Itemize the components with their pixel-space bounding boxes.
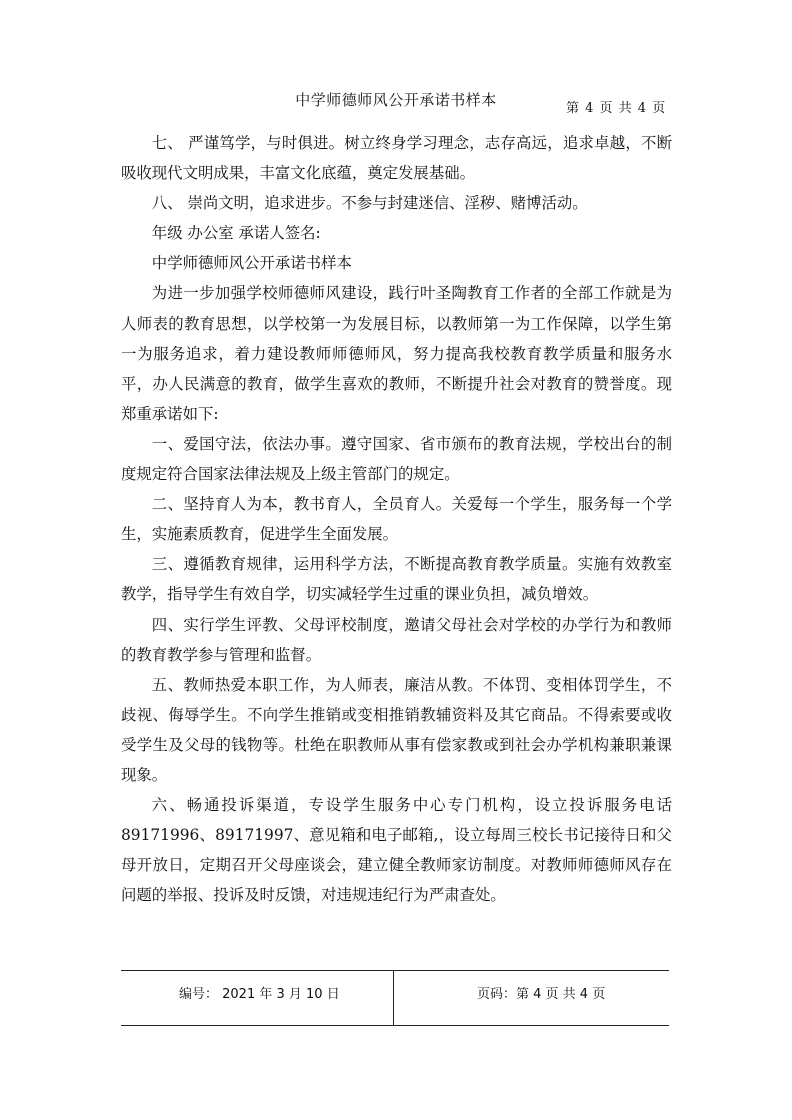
footer-table [121, 970, 669, 1026]
commitment-two: 二、坚持育人为本，教书育人，全员育人。关爱每一个学生，服务每一个学生，实施素质教育，促进学生全面发展。 [121, 495, 672, 544]
header-page-indicator: 第 4 页 共 4 页 [566, 101, 667, 116]
commitment-six: 六、畅通投诉渠道，专设学生服务中心专门机构，设立投诉服务电话 89171996、89171997、意见箱和电子邮箱,，设立每周三校长书记接待日和父母开放日，定期召开父母座谈会，建立健全教师家访制度。对教师师德师风存在问题的举报、投诉及时反馈，对违规违纪行为严肃查处。 [121, 796, 672, 905]
paragraph-eight: 八、 崇尚文明，追求进步。不参与封建迷信、淫秽、赌博活动。 [151, 194, 588, 213]
page-header-title: 中学师德师风公开承诺书样本 [295, 91, 497, 109]
footer-number: 编号： 2021 年 3 月 10 日 [179, 987, 340, 1002]
intro-paragraph: 为进一步加强学校师德师风建设，践行叶圣陶教育工作者的全部工作就是为人师表的教育思想，以学校第一为发展目标，以教师第一为工作保障，以学生第一为服务追求，着力建设教师师德师风，努力提高我校教育教学质量和服务水平，办人民满意的教育，做学生喜欢的教师，不断提升社会对教育的赞誉度。现郑重承诺如下: [121, 284, 672, 423]
footer-divider [393, 971, 394, 1025]
commitment-five: 五、教师热爱本职工作，为人师表，廉洁从教。不体罚、变相体罚学生，不歧视、侮辱学生。不向学生推销或变相推销教辅资料及其它商品。不得索要或收受学生及父母的钱物等。杜绝在职教师从事有偿家教或到社会办学机构兼职兼课现象。 [121, 675, 672, 784]
footer-page-number: 页码：第 4 页 共 4 页 [477, 987, 606, 1002]
signature-line: 年级 办公室 承诺人签名: [151, 224, 321, 243]
paragraph-seven: 七、 严谨笃学，与时俱进。树立终身学习理念，志存高远，追求卓越，不断吸收现代文明成果，丰富文化底蕴，奠定发展基础。 [121, 134, 672, 183]
commitment-four: 四、实行学生评教、父母评校制度，邀请父母社会对学校的办学行为和教师的教育教学参与管理和监督。 [121, 615, 672, 664]
section-title: 中学师德师风公开承诺书样本 [151, 254, 352, 273]
commitment-one: 一、爱国守法，依法办事。遵守国家、省市颁布的教育法规，学校出台的制度规定符合国家法律法规及上级主管部门的规定。 [121, 434, 672, 484]
commitment-three: 三、遵循教育规律，运用科学方法，不断提高教育教学质量。实施有效教室教学，指导学生有效自学，切实减轻学生过重的课业负担，减负增效。 [121, 555, 672, 604]
document-body [121, 128, 672, 910]
